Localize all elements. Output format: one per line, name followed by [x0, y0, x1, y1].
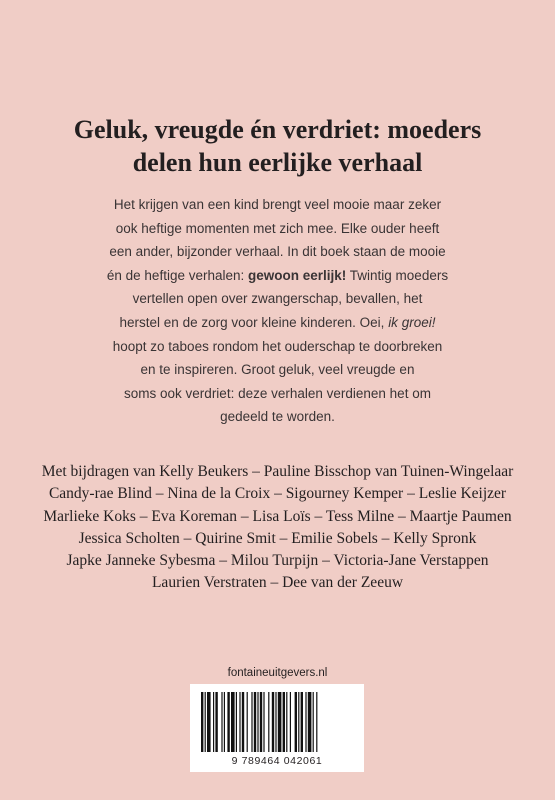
barcode-bar [263, 692, 264, 752]
isbn-digits: 9 789464 042061 [231, 755, 323, 767]
barcode-bar [207, 692, 211, 752]
barcode-bar [272, 692, 274, 752]
barcode-bar [242, 692, 244, 752]
blurb-line: en te inspireren. Groot geluk, veel vreugde en [140, 362, 415, 378]
barcode-bar [205, 692, 206, 752]
barcode-bar [298, 692, 299, 752]
barcode-bar [305, 692, 306, 752]
barcode-bar [239, 692, 240, 752]
contributors-line: Candy-rae Blind – Nina de la Croix – Sigourney Kemper – Leslie Keijzer [48, 485, 507, 503]
barcode-bar [275, 692, 276, 752]
contributors-line: Marlieke Koks – Eva Koreman – Lisa Loïs – Tess Milne – Maartje Paumen [43, 507, 512, 525]
blurb-italic-title: ik groei! [388, 314, 436, 330]
barcode-bar [316, 692, 317, 752]
barcode-bars [201, 692, 353, 756]
blurb-line: soms ook verdriet: deze verhalen verdienen het om [124, 385, 431, 401]
barcode-bar [308, 692, 312, 752]
contributors-line: Laurien Verstraten – Dee van der Zeeuw [151, 574, 404, 592]
blurb-emphasis: gewoon eerlijk! [248, 267, 347, 283]
contributors-list [30, 461, 525, 595]
barcode-bar [201, 692, 203, 752]
barcode-bar [247, 692, 248, 752]
barcode-bar [227, 692, 229, 752]
contributors-line: Japke Janneke Sybesma – Milou Turpijn – Victoria-Jane Verstappen [66, 552, 489, 570]
blurb-line: een ander, bijzonder verhaal. In dit boek staan de mooie [109, 244, 446, 260]
barcode-bar [213, 692, 214, 752]
blurb-fragment: én de heftige verhalen: [106, 267, 248, 283]
barcode-bar [215, 692, 217, 752]
blurb-line: ook heftige momenten met zich mee. Elke ouder heeft [115, 220, 440, 236]
blurb-fragment: Twintig moeders [346, 267, 449, 283]
back-cover-headline [60, 113, 495, 179]
blurb-line: vertellen open over zwangerschap, bevallen, het [132, 291, 423, 307]
blurb-line: gedeeld te worden. [220, 409, 335, 425]
barcode-bar [295, 692, 297, 752]
blurb-line [95, 311, 460, 335]
barcode-bar [221, 692, 222, 752]
barcode-bar [231, 692, 235, 752]
barcode-bar [268, 692, 269, 752]
barcode-bar [224, 692, 225, 752]
barcode-bar [254, 692, 256, 752]
contributors-line: Met bijdragen van Kelly Beukers – Pauline Bisschop van Tuinen-Wingelaar [41, 463, 514, 480]
barcode-bar [278, 692, 282, 752]
barcode-bar [260, 692, 262, 752]
barcode-bar [290, 692, 291, 752]
blurb-text [95, 193, 460, 429]
blurb-line: hoopt zo taboes rondom het ouderschap te doorbreken [112, 338, 443, 354]
publisher-website: fontaineuitgevers.nl [227, 667, 328, 679]
blurb-fragment: herstel en de zorg voor kleine kinderen. Oei, [119, 314, 389, 330]
barcode-bar [283, 692, 285, 752]
contributors-line: Jessica Scholten – Quirine Smit – Emilie Sobels – Kelly Spronk [78, 529, 477, 547]
isbn-barcode [190, 684, 364, 772]
blurb-line: Het krijgen van een kind brengt veel mooie maar zeker [113, 197, 442, 212]
barcode-bar [257, 692, 258, 752]
barcode-bar [313, 692, 314, 752]
barcode-bar [286, 692, 287, 752]
barcode-bar [236, 692, 237, 752]
blurb-line [95, 264, 460, 288]
headline-line-1: Geluk, vreugde én verdriet: moeders [73, 115, 482, 144]
barcode-bar [251, 692, 252, 752]
headline-line-2: delen hun eerlijke verhaal [132, 148, 423, 177]
barcode-bar [301, 692, 303, 752]
